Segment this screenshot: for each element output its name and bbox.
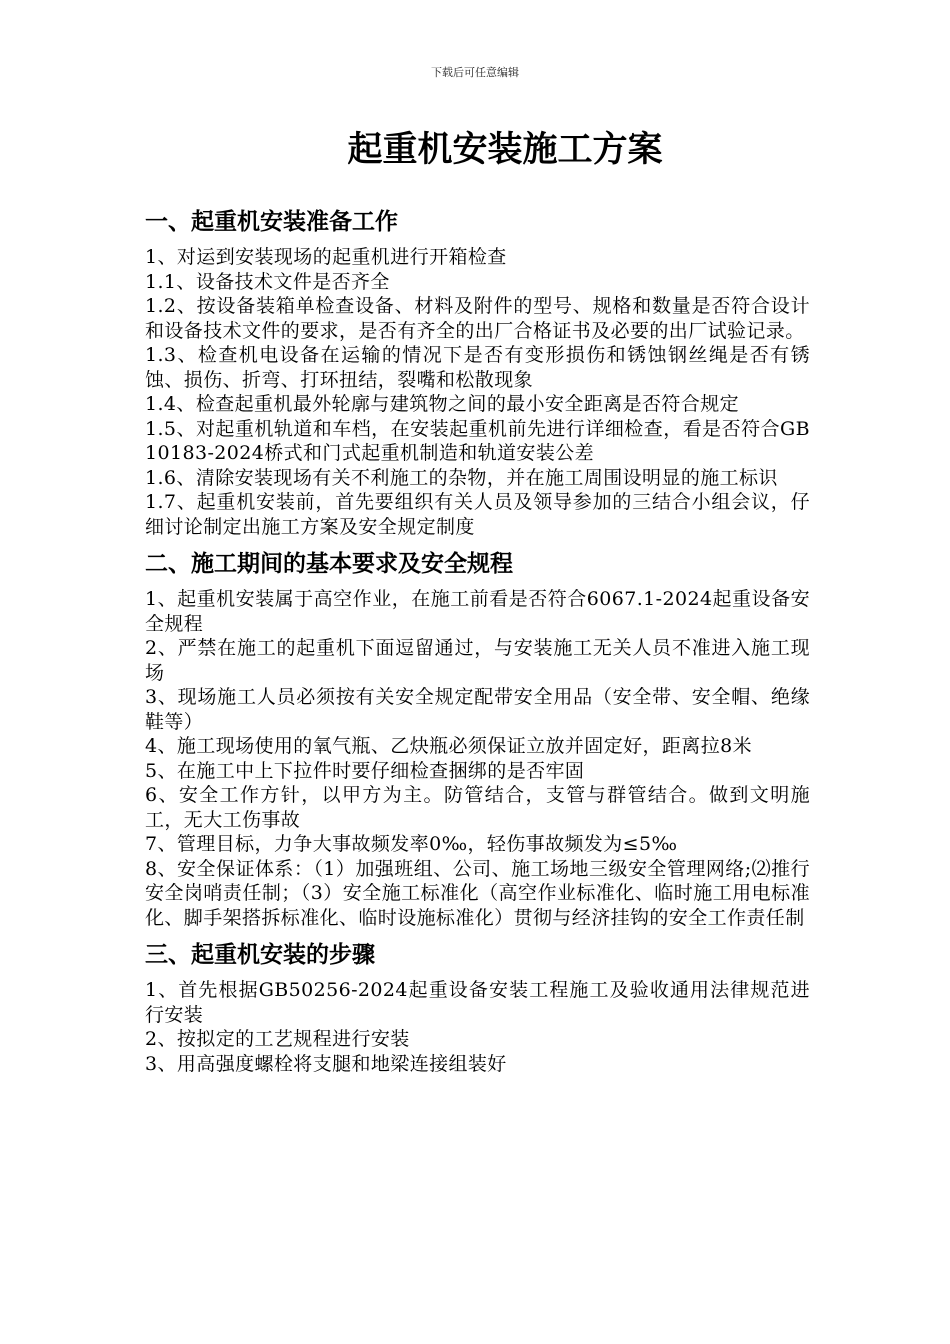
list-item: 1.1、设备技术文件是否齐全 [145,270,390,293]
list-item: 1.3、检查机电设备在运输的情况下是否有变形损伤和锈蚀钢丝绳是否有锈蚀、损伤、折弯、打环扭结，裂嘴和松散现象 [145,344,810,391]
list-item: 8、安全保证体系：（1）加强班组、公司、施工场地三级安全管理网络;⑵推行安全岗哨责任制；（3）安全施工标准化（高空作业标准化、临时施工用电标准化、脚手架搭拆标准化、临时设施标准化）贯彻与经济挂钩的安全工作责任制 [145,857,810,929]
list-item: 1、首先根据GB50256-2024起重设备安装工程施工及验收通用法律规范进行安装 [145,979,810,1026]
section-list-safety-rules [145,587,810,930]
document-body [145,205,810,1078]
list-item: 2、严禁在施工的起重机下面逗留通过，与安装施工无关人员不准进入施工现场 [145,637,810,684]
list-item: 1、起重机安装属于高空作业，在施工前看是否符合6067.1-2024起重设备安全规程 [145,588,810,635]
header-note: 下载后可任意编辑 [431,66,519,79]
list-item: 7、管理目标，力争大事故频发率0‰，轻伤事故频发为≤5‰ [145,833,678,855]
section-heading-preparation: 一、起重机安装准备工作 [145,209,398,235]
list-item: 1.7、起重机安装前，首先要组织有关人员及领导参加的三结合小组会议，仔细讨论制定出施工方案及安全规定制度 [145,491,810,538]
section-list-preparation [145,245,810,539]
section-heading-installation-steps: 三、起重机安装的步骤 [145,942,375,968]
list-item: 3、现场施工人员必须按有关安全规定配带安全用品（安全带、安全帽、绝缘鞋等） [145,686,810,733]
document-title: 起重机安装施工方案 [347,130,663,170]
section-list-installation-steps [145,978,810,1076]
list-item: 6、安全工作方针，以甲方为主。防管结合，支管与群管结合。做到文明施工，无大工伤事故 [145,784,810,831]
list-item: 5、在施工中上下拉件时要仔细检查捆绑的是否牢固 [145,759,585,782]
list-item: 1、对运到安装现场的起重机进行开箱检查 [145,246,507,268]
list-item: 1.2、按设备装箱单检查设备、材料及附件的型号、规格和数量是否符合设计和设备技术文件的要求，是否有齐全的出厂合格证书及必要的出厂试验记录。 [145,295,810,342]
list-item: 1.6、清除安装现场有关不利施工的杂物，并在施工周围设明显的施工标识 [145,466,778,489]
list-item: 3、用高强度螺栓将支腿和地梁连接组装好 [145,1052,507,1075]
list-item: 1.4、检查起重机最外轮廓与建筑物之间的最小安全距离是否符合规定 [145,393,740,415]
list-item: 2、按拟定的工艺规程进行安装 [145,1028,410,1050]
list-item: 4、施工现场使用的氧气瓶、乙炔瓶必须保证立放并固定好，距离拉8米 [145,735,752,757]
section-heading-safety-rules: 二、施工期间的基本要求及安全规程 [145,551,513,577]
list-item: 1.5、对起重机轨道和车档，在安装起重机前先进行详细检查，看是否符合GB10183-2024桥式和门式起重机制造和轨道安装公差 [145,417,810,464]
